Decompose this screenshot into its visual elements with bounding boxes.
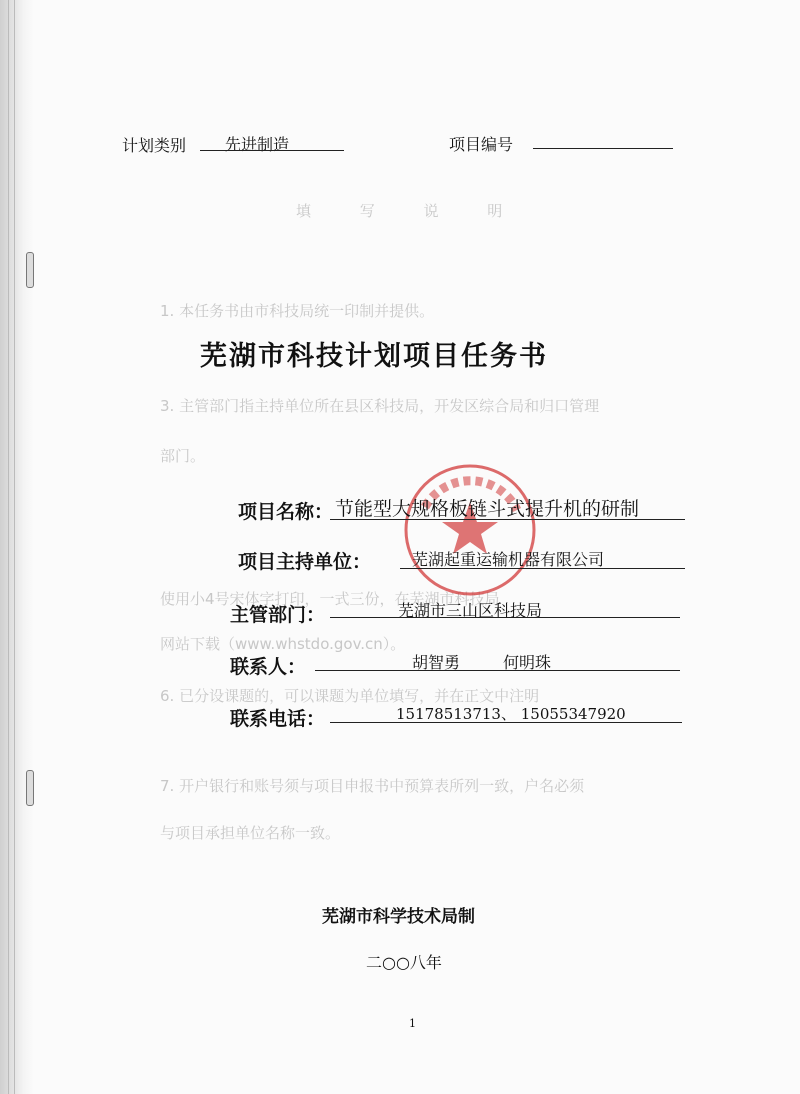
- supervisor-dept-label: 主管部门：: [230, 604, 326, 626]
- host-unit-underline: [400, 568, 685, 569]
- page-edge-line: [14, 0, 15, 1094]
- phone-label: 联系电话：: [230, 708, 326, 730]
- plan-category-value: 先进制造: [225, 135, 290, 154]
- phone-underline: [330, 722, 682, 723]
- showthrough-line: 7. 开户银行和账号须与项目申报书中预算表所列一致，户名必须: [160, 777, 585, 795]
- issuer: 芜湖市科学技术局制: [322, 907, 475, 927]
- project-number-underline: [533, 148, 673, 149]
- contact-underline: [315, 670, 680, 671]
- showthrough-heading: 填 写 说 明: [296, 202, 525, 220]
- showthrough-line: 使用小4号宋体字打印，一式三份，在芜湖市科技局: [160, 590, 500, 608]
- contact-value-2: 何明珠: [503, 653, 552, 672]
- phone-value: 15178513713、 15055347920: [396, 705, 626, 723]
- showthrough-line: 3. 主管部门指主持单位所在县区科技局，开发区综合局和归口管理: [160, 397, 600, 415]
- page-edge-line: [8, 0, 9, 1094]
- plan-category-label: 计划类别: [122, 136, 187, 155]
- issue-year: 二○○八年: [366, 953, 442, 972]
- binding-edge-shadow: [0, 0, 34, 1094]
- showthrough-line: 6. 已分设课题的，可以课题为单位填写，并在正文中注明: [160, 687, 540, 705]
- project-name-value: 节能型大规格板链斗式提升机的研制: [335, 498, 640, 520]
- contact-value-1: 胡智勇: [412, 653, 461, 672]
- showthrough-line: 与项目承担单位名称一致。: [160, 824, 341, 842]
- showthrough-line: 部门。: [160, 447, 206, 465]
- page-number: 1: [409, 1017, 416, 1030]
- page-title: 芜湖市科技计划项目任务书: [200, 341, 548, 372]
- project-name-label: 项目名称：: [238, 501, 334, 523]
- seal-stamp-icon: [395, 455, 545, 605]
- contact-label: 联系人：: [230, 656, 307, 678]
- plan-category-underline: [200, 150, 344, 151]
- showthrough-line: 网站下载（www.whstdo.gov.cn）。: [160, 635, 406, 653]
- project-name-underline: [330, 519, 685, 520]
- staple-icon: [26, 770, 34, 806]
- showthrough-line: 1. 本任务书由市科技局统一印制并提供。: [160, 302, 435, 320]
- supervisor-dept-underline: [330, 617, 680, 618]
- host-unit-value: 芜湖起重运输机器有限公司: [412, 550, 605, 569]
- host-unit-label: 项目主持单位：: [238, 551, 372, 573]
- supervisor-dept-value: 芜湖市三山区科技局: [398, 601, 543, 620]
- staple-icon: [26, 252, 34, 288]
- project-number-label: 项目编号: [449, 135, 514, 154]
